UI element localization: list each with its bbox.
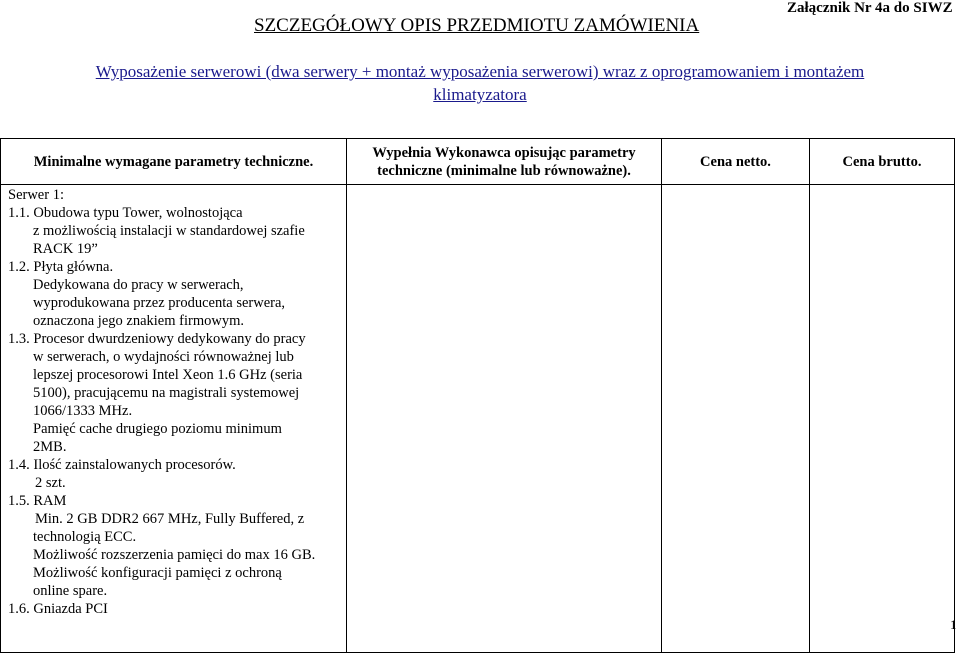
spec-line: 2 szt. (35, 475, 66, 491)
spec-line: lepszej procesorowi Intel Xeon 1.6 GHz (seria (33, 367, 303, 383)
spec-line: z możliwością instalacji w standardowej szafie (33, 223, 305, 239)
contractor-params-cell[interactable] (347, 185, 662, 653)
page-number: 1 (950, 617, 957, 632)
header-min-params: Minimalne wymagane parametry techniczne. (1, 139, 347, 185)
subtitle-line-1: Wyposażenie serwerowi (dwa serwery + montaż wyposażenia serwerowi) wraz z oprogramowaniem i montażem (95, 62, 865, 81)
spec-line: Min. 2 GB DDR2 667 MHz, Fully Buffered, z (35, 511, 305, 527)
spec-line: 1066/1333 MHz. (33, 403, 133, 419)
spec-line: Dedykowana do pracy w serwerach, (33, 277, 244, 293)
spec-line: Możliwość konfiguracji pamięci z ochroną (33, 565, 282, 581)
spec-line: Pamięć cache drugiego poziomu minimum (33, 421, 282, 437)
table-header-row (1, 139, 955, 185)
net-price-cell[interactable] (662, 185, 810, 653)
header-net-price: Cena netto. (662, 139, 810, 185)
document-subtitle (40, 60, 920, 106)
spec-line: 1.2. Płyta główna. (8, 259, 114, 275)
spec-line: 1.5. RAM (8, 493, 67, 509)
table-row (1, 185, 955, 653)
spec-line: technologią ECC. (33, 529, 137, 545)
spec-line: 1.1. Obudowa typu Tower, wolnostojąca (8, 205, 243, 221)
spec-line: Serwer 1: (8, 187, 64, 203)
header-contractor (347, 139, 662, 185)
spec-line: 1.3. Procesor dwurdzeniowy dedykowany do pracy (8, 331, 306, 347)
spec-description-cell (1, 185, 347, 653)
spec-line: w serwerach, o wydajności równoważnej lub (33, 349, 294, 365)
spec-line: RACK 19” (33, 241, 98, 257)
spec-line: Możliwość rozszerzenia pamięci do max 16 GB. (33, 547, 316, 563)
header-contractor-line-1: Wypełnia Wykonawca opisując parametry (372, 144, 636, 161)
gross-price-cell[interactable] (810, 185, 955, 653)
header-contractor-line-2: techniczne (minimalne lub równoważne). (377, 162, 631, 179)
annex-label: Załącznik Nr 4a do SIWZ (787, 0, 953, 16)
specification-table (0, 138, 955, 653)
header-gross-price: Cena brutto. (810, 139, 955, 185)
spec-line: online spare. (33, 583, 108, 599)
spec-line: 5100), pracującemu na magistrali systemowej (33, 385, 300, 401)
spec-line: oznaczona jego znakiem firmowym. (33, 313, 244, 329)
subtitle-line-2: klimatyzatora (433, 85, 527, 104)
spec-line: 2MB. (33, 439, 67, 455)
spec-line: 1.6. Gniazda PCI (8, 601, 108, 617)
spec-line: wyprodukowana przez producenta serwera, (33, 295, 286, 311)
document-title: SZCZEGÓŁOWY OPIS PRZEDMIOTU ZAMÓWIENIA (254, 15, 700, 36)
spec-line: 1.4. Ilość zainstalowanych procesorów. (8, 457, 236, 473)
